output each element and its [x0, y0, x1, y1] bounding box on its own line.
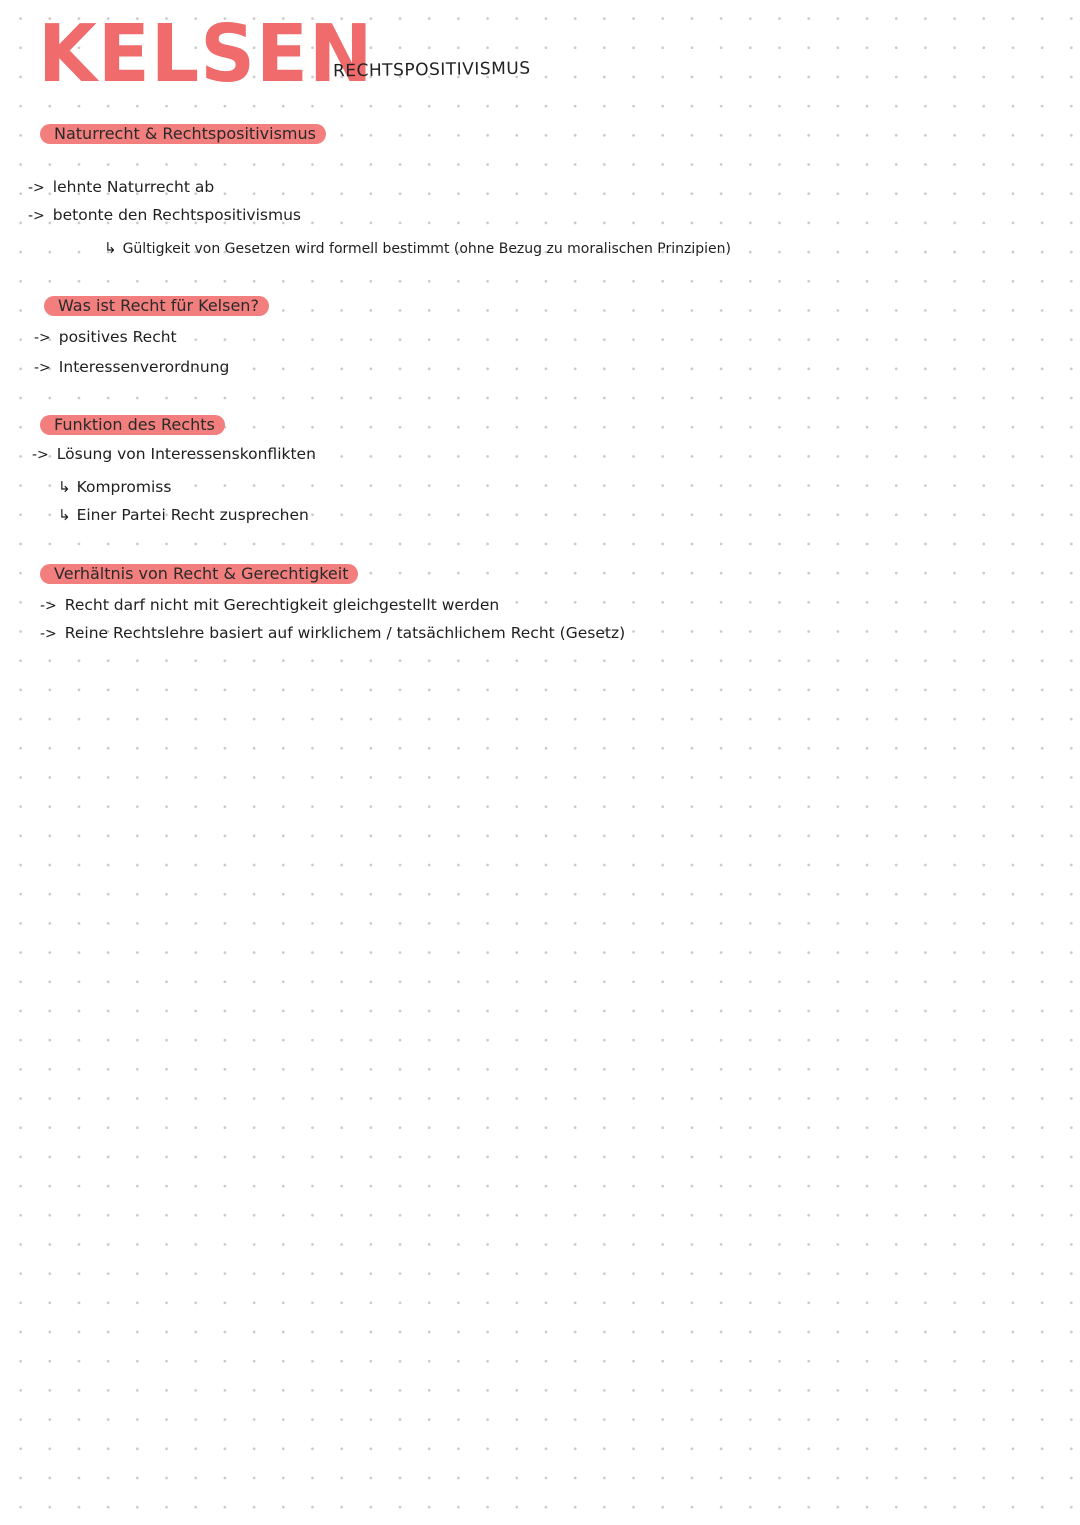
list-item-text: positives Recht [58, 328, 177, 346]
section-heading-was-ist-recht: Was ist Recht für Kelsen? [44, 296, 269, 316]
list-item [40, 626, 625, 642]
list-item-text: Interessenverordnung [58, 358, 230, 376]
list-subitem [58, 508, 309, 524]
list-item [28, 208, 301, 224]
list-item-text: Recht darf nicht mit Gerechtigkeit gleichgestellt werden [64, 596, 500, 614]
list-item [34, 330, 177, 346]
list-item-text: lehnte Naturrecht ab [52, 178, 215, 196]
list-subitem-text: Gültigkeit von Gesetzen wird formell bestimmt (ohne Bezug zu moralischen Prinzipien) [122, 241, 731, 257]
page-subtitle: RECHTSPOSITIVISMUS [332, 58, 531, 82]
arrow-icon: -> [34, 360, 51, 376]
arrow-icon: -> [40, 598, 57, 614]
arrow-icon: -> [34, 330, 51, 346]
page-title: KELSEN [38, 6, 374, 101]
section-heading-funktion: Funktion des Rechts [40, 415, 225, 435]
arrow-icon: -> [32, 447, 49, 463]
sub-arrow-icon: ↳ [58, 506, 71, 524]
arrow-icon: -> [40, 626, 57, 642]
arrow-icon: -> [28, 180, 45, 196]
list-item [28, 180, 214, 196]
list-item-text: betonte den Rechtspositivismus [52, 206, 301, 224]
section-heading-verhaeltnis: Verhältnis von Recht & Gerechtigkeit [40, 564, 358, 584]
list-subitem [58, 480, 171, 496]
list-item-text: Lösung von Interessenskonflikten [56, 445, 316, 463]
sub-arrow-icon: ↳ [104, 239, 117, 257]
list-subitem [104, 241, 731, 256]
list-subitem-text: Kompromiss [76, 478, 172, 496]
list-subitem-text: Einer Partei Recht zusprechen [76, 506, 309, 524]
list-item [34, 360, 229, 376]
list-item [40, 598, 499, 614]
list-item [32, 447, 316, 463]
arrow-icon: -> [28, 208, 45, 224]
section-heading-naturrecht: Naturrecht & Rechtspositivismus [40, 124, 326, 144]
list-item-text: Reine Rechtslehre basiert auf wirklichem / tatsächlichem Recht (Gesetz) [64, 624, 626, 642]
sub-arrow-icon: ↳ [58, 478, 71, 496]
